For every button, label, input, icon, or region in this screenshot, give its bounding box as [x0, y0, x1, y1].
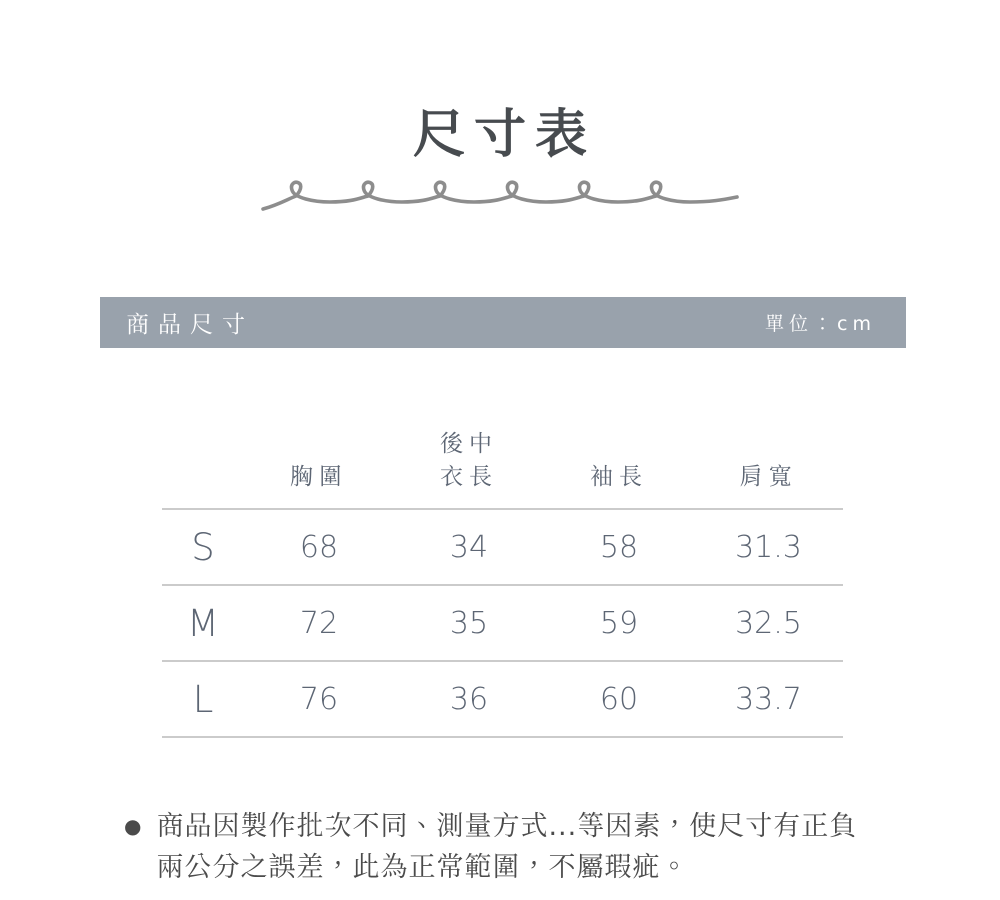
footnote-text [156, 806, 857, 888]
header-shoulder-width-label: 肩寬 [739, 464, 798, 490]
size-label-s: S [162, 509, 244, 585]
table-header-row [162, 400, 843, 509]
table-row-s [162, 509, 843, 585]
header-back-length-label: 衣長 [440, 464, 498, 490]
header-back-length [394, 400, 544, 509]
bullet-icon: ● [124, 814, 142, 838]
header-shoulder-width [694, 400, 843, 509]
header-chest [244, 400, 394, 509]
table-row-m [162, 585, 843, 661]
header-sleeve-length-label: 袖長 [590, 464, 648, 490]
cell-s-chest: 68 [244, 509, 394, 585]
footnote-line-2: 兩公分之誤差，此為正常範圍，不屬瑕疵。 [156, 852, 689, 883]
cell-l-chest: 76 [244, 661, 394, 737]
section-title: 商品尺寸 [126, 312, 254, 338]
header-sleeve-length [544, 400, 694, 509]
squiggle-divider-icon [258, 168, 742, 216]
section-header-bar [100, 297, 906, 348]
unit-label: 單位：cm [765, 313, 876, 335]
size-table [162, 400, 843, 738]
cell-l-sleeve: 60 [544, 661, 694, 737]
cell-l-back-length: 36 [394, 661, 544, 737]
cell-m-shoulder: 32.5 [694, 585, 843, 661]
size-label-l: L [162, 661, 244, 737]
header-size-column [162, 400, 244, 509]
cell-s-shoulder: 31.3 [694, 509, 843, 585]
cell-m-back-length: 35 [394, 585, 544, 661]
cell-s-back-length: 34 [394, 509, 544, 585]
header-chest-label: 胸圍 [290, 464, 348, 490]
header-back-length-top: 後中 [440, 431, 498, 457]
footnote-line-1: 商品因製作批次不同、測量方式...等因素，使尺寸有正負 [156, 811, 858, 842]
table-row-l [162, 661, 843, 737]
cell-l-shoulder: 33.7 [694, 661, 843, 737]
cell-m-chest: 72 [244, 585, 394, 661]
page-title: 尺寸表 [412, 105, 596, 165]
size-label-m: M [162, 585, 244, 661]
cell-s-sleeve: 58 [544, 509, 694, 585]
cell-m-sleeve: 59 [544, 585, 694, 661]
footnote [124, 806, 924, 888]
